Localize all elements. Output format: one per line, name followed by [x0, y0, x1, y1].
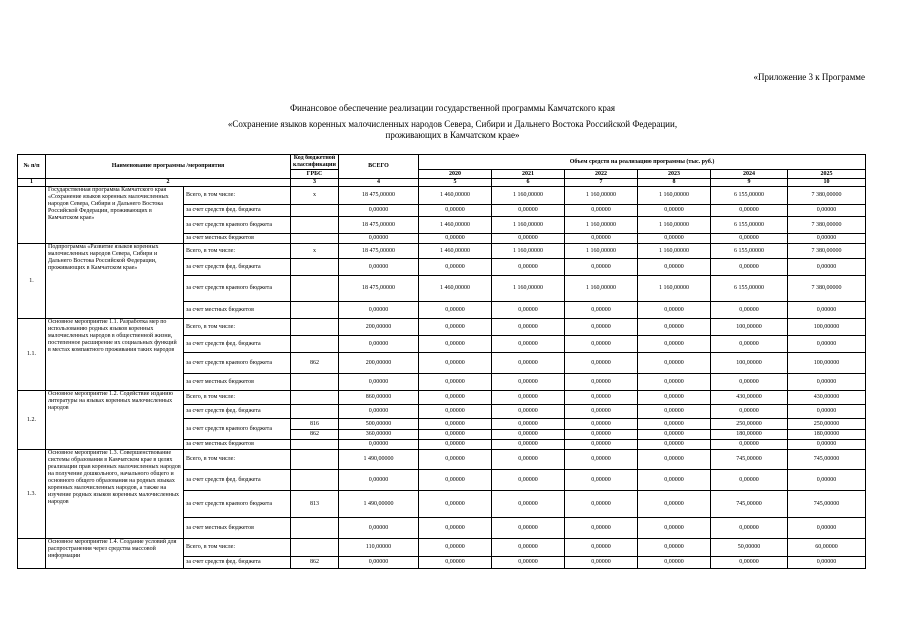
budget-code [291, 405, 339, 419]
year-value: 0,00000 [565, 539, 638, 557]
year-value: 1 160,00000 [638, 276, 711, 302]
funding-source: за счет местных бюджетов [184, 440, 291, 450]
year-value: 0,00000 [492, 259, 565, 276]
budget-code: 816 [291, 419, 339, 430]
total-value: 18 475,00000 [339, 187, 419, 205]
year-value: 0,00000 [419, 391, 492, 405]
year-value: 0,00000 [638, 405, 711, 419]
row-number: 1. [18, 244, 46, 319]
year-value: 0,00000 [711, 259, 788, 276]
year-value: 0,00000 [638, 430, 711, 440]
column-index: 3 [291, 179, 339, 187]
year-value: 1 460,00000 [419, 217, 492, 234]
budget-code [291, 259, 339, 276]
column-index: 6 [492, 179, 565, 187]
year-value: 0,00000 [788, 440, 866, 450]
year-value: 7 380,00000 [788, 217, 866, 234]
year-value: 0,00000 [638, 391, 711, 405]
funding-source: за счет средств краевого бюджета [184, 491, 291, 518]
funding-source: за счет местных бюджетов [184, 374, 291, 391]
year-value: 0,00000 [419, 336, 492, 353]
budget-code [291, 336, 339, 353]
year-value: 7 380,00000 [788, 187, 866, 205]
program-name: Основное мероприятие 1.4. Создание условий для распространения через средства массовой информации [46, 539, 184, 569]
year-value: 1 460,00000 [419, 276, 492, 302]
year-value: 0,00000 [419, 470, 492, 491]
budget-code: х [291, 187, 339, 205]
budget-code [291, 440, 339, 450]
year-value: 7 380,00000 [788, 276, 866, 302]
year-value: 180,00000 [788, 430, 866, 440]
total-value: 18 475,00000 [339, 244, 419, 259]
year-value: 0,00000 [565, 259, 638, 276]
year-value: 6 155,00000 [711, 276, 788, 302]
funding-source: за счет средств фед. бюджета [184, 405, 291, 419]
year-value: 0,00000 [565, 336, 638, 353]
year-value: 0,00000 [419, 491, 492, 518]
header-code-grbs: ГРБС [291, 170, 339, 179]
budget-code [291, 539, 339, 557]
year-value: 0,00000 [711, 470, 788, 491]
program-name-line1: «Сохранение языков коренных малочисленных народов Севера, Сибири и Дальнего Востока Российской Федерации, [227, 119, 678, 129]
column-index: 7 [565, 179, 638, 187]
year-value: 0,00000 [788, 557, 866, 569]
year-value: 1 160,00000 [565, 244, 638, 259]
year-value: 0,00000 [419, 419, 492, 430]
year-value: 0,00000 [419, 302, 492, 319]
funding-source: за счет средств краевого бюджета [184, 353, 291, 374]
row-number [18, 187, 46, 244]
year-value: 745,00000 [711, 491, 788, 518]
year-value: 0,00000 [788, 259, 866, 276]
total-value: 1 490,00000 [339, 450, 419, 470]
budget-code: 862 [291, 430, 339, 440]
year-value: 0,00000 [565, 450, 638, 470]
year-value: 0,00000 [492, 234, 565, 244]
budget-code [291, 205, 339, 217]
year-value: 430,00000 [788, 391, 866, 405]
year-value: 0,00000 [638, 374, 711, 391]
year-value: 0,00000 [565, 440, 638, 450]
year-value: 0,00000 [565, 470, 638, 491]
year-value: 0,00000 [565, 374, 638, 391]
header-year: 2023 [638, 170, 711, 179]
budget-code: 862 [291, 557, 339, 569]
year-value: 0,00000 [711, 557, 788, 569]
year-value: 0,00000 [419, 234, 492, 244]
total-value: 0,00000 [339, 405, 419, 419]
year-value: 0,00000 [419, 353, 492, 374]
year-value: 0,00000 [711, 518, 788, 539]
row-number [18, 539, 46, 569]
total-value: 18 475,00000 [339, 276, 419, 302]
total-value: 200,00000 [339, 353, 419, 374]
year-value: 0,00000 [711, 405, 788, 419]
year-value: 0,00000 [492, 557, 565, 569]
total-value: 0,00000 [339, 234, 419, 244]
program-name-line2: проживающих в Камчатском крае» [385, 130, 520, 140]
total-value: 110,00000 [339, 539, 419, 557]
year-value: 0,00000 [638, 302, 711, 319]
budget-code [291, 374, 339, 391]
budget-code: 813 [291, 491, 339, 518]
year-value: 1 160,00000 [492, 244, 565, 259]
appendix-label: «Приложение 3 к Программе [753, 72, 865, 82]
header-year: 2020 [419, 170, 492, 179]
program-name: Государственная программа Камчатского края «Сохранение языков коренных малочисленных народов Севера, Сибири и Дальнего Востока Российской Федерации, проживающих в Камчатском крае» [46, 187, 184, 244]
year-value: 250,00000 [711, 419, 788, 430]
total-value: 0,00000 [339, 302, 419, 319]
year-value: 6 155,00000 [711, 217, 788, 234]
total-value: 0,00000 [339, 259, 419, 276]
program-name: Основное мероприятие 1.2. Содействие изданию литературы на языках коренных малочисленных народов [46, 391, 184, 450]
year-value: 0,00000 [419, 430, 492, 440]
year-value: 0,00000 [638, 450, 711, 470]
total-value: 0,00000 [339, 440, 419, 450]
table-row [18, 319, 866, 336]
budget-code [291, 276, 339, 302]
year-value: 6 155,00000 [711, 187, 788, 205]
year-value: 0,00000 [638, 234, 711, 244]
year-value: 1 460,00000 [419, 187, 492, 205]
year-value: 0,00000 [419, 450, 492, 470]
year-value: 0,00000 [492, 302, 565, 319]
funding-source: Всего, в том числе: [184, 187, 291, 205]
year-value: 0,00000 [638, 336, 711, 353]
table-row [18, 187, 866, 205]
column-index: 9 [711, 179, 788, 187]
table-row [18, 450, 866, 470]
funding-source: за счет средств фед. бюджета [184, 336, 291, 353]
year-value: 1 160,00000 [638, 187, 711, 205]
funding-source: за счет местных бюджетов [184, 234, 291, 244]
year-value: 745,00000 [788, 491, 866, 518]
year-value: 0,00000 [788, 470, 866, 491]
funding-source: за счет средств краевого бюджета [184, 217, 291, 234]
budget-code [291, 302, 339, 319]
funding-source: за счет средств фед. бюджета [184, 557, 291, 569]
year-value: 0,00000 [492, 491, 565, 518]
year-value: 100,00000 [711, 319, 788, 336]
table-row [18, 539, 866, 557]
year-value: 0,00000 [565, 491, 638, 518]
year-value: 0,00000 [492, 430, 565, 440]
year-value: 1 460,00000 [419, 244, 492, 259]
year-value: 430,00000 [711, 391, 788, 405]
year-value: 50,00000 [711, 539, 788, 557]
year-value: 0,00000 [492, 470, 565, 491]
funding-source: за счет местных бюджетов [184, 302, 291, 319]
year-value: 0,00000 [419, 405, 492, 419]
budget-code [291, 217, 339, 234]
funding-source: Всего, в том числе: [184, 244, 291, 259]
year-value: 0,00000 [788, 302, 866, 319]
year-value: 0,00000 [565, 234, 638, 244]
column-index: 1 [18, 179, 46, 187]
table-row [18, 244, 866, 259]
year-value: 0,00000 [638, 539, 711, 557]
header-volume: Объем средств на реализацию программы (тыс. руб.) [419, 155, 866, 170]
column-index: 10 [788, 179, 866, 187]
year-value: 0,00000 [419, 539, 492, 557]
year-value: 0,00000 [492, 319, 565, 336]
year-value: 1 160,00000 [492, 217, 565, 234]
row-number: 1.3. [18, 450, 46, 539]
total-value: 0,00000 [339, 336, 419, 353]
header-code: Код бюджетной классификации [291, 155, 339, 170]
year-value: 100,00000 [711, 353, 788, 374]
year-value: 0,00000 [492, 391, 565, 405]
total-value: 1 490,00000 [339, 491, 419, 518]
header-year: 2022 [565, 170, 638, 179]
year-value: 0,00000 [638, 440, 711, 450]
funding-source: Всего, в том числе: [184, 450, 291, 470]
funding-source: Всего, в том числе: [184, 539, 291, 557]
year-value: 0,00000 [419, 259, 492, 276]
row-number: 1.1. [18, 319, 46, 391]
year-value: 0,00000 [492, 518, 565, 539]
funding-source: за счет местных бюджетов [184, 518, 291, 539]
year-value: 0,00000 [565, 430, 638, 440]
year-value: 0,00000 [492, 336, 565, 353]
year-value: 0,00000 [565, 391, 638, 405]
program-name: Подпрограмма «Развитие языков коренных малочисленных народов Севера, Сибири и Дальнего Востока Российской Федерации, проживающих в Камчатском крае» [46, 244, 184, 319]
total-value: 18 475,00000 [339, 217, 419, 234]
year-value: 0,00000 [711, 440, 788, 450]
funding-source: за счет средств фед. бюджета [184, 259, 291, 276]
year-value: 0,00000 [565, 302, 638, 319]
year-value: 0,00000 [419, 205, 492, 217]
year-value: 0,00000 [492, 440, 565, 450]
year-value: 1 160,00000 [638, 244, 711, 259]
total-value: 0,00000 [339, 374, 419, 391]
budget-code [291, 470, 339, 491]
year-value: 0,00000 [565, 518, 638, 539]
year-value: 0,00000 [711, 336, 788, 353]
year-value: 100,00000 [788, 319, 866, 336]
document-title: Финансовое обеспечение реализации государственной программы Камчатского края [289, 103, 616, 113]
year-value: 100,00000 [788, 353, 866, 374]
column-index: 5 [419, 179, 492, 187]
year-value: 0,00000 [788, 234, 866, 244]
program-name: Основное мероприятие 1.3. Совершенствование системы образования в Камчатском крае в целях реализации прав коренных малочисленных народов на получение дошкольного, начального общего и основного общего образования на родных языках коренных малочисленных народов, а также на изучение родных языков коренных малочисленных народов [46, 450, 184, 539]
total-value: 500,00000 [339, 419, 419, 430]
year-value: 0,00000 [788, 405, 866, 419]
year-value: 1 160,00000 [565, 276, 638, 302]
year-value: 0,00000 [492, 353, 565, 374]
year-value: 0,00000 [565, 353, 638, 374]
column-index: 4 [339, 179, 419, 187]
row-number: 1.2. [18, 391, 46, 450]
budget-code: х [291, 244, 339, 259]
year-value: 1 160,00000 [565, 187, 638, 205]
year-value: 0,00000 [638, 259, 711, 276]
year-value: 0,00000 [711, 205, 788, 217]
funding-source: за счет средств фед. бюджета [184, 470, 291, 491]
year-value: 0,00000 [565, 319, 638, 336]
year-value: 0,00000 [419, 319, 492, 336]
header-no: № п/п [18, 155, 46, 179]
year-value: 7 380,00000 [788, 244, 866, 259]
year-value: 0,00000 [711, 374, 788, 391]
year-value: 250,00000 [788, 419, 866, 430]
total-value: 360,00000 [339, 430, 419, 440]
header-total: ВСЕГО [339, 155, 419, 179]
funding-source: Всего, в том числе: [184, 391, 291, 405]
budget-code [291, 234, 339, 244]
year-value: 0,00000 [492, 419, 565, 430]
year-value: 0,00000 [565, 405, 638, 419]
year-value: 0,00000 [492, 205, 565, 217]
year-value: 0,00000 [565, 419, 638, 430]
total-value: 860,00000 [339, 391, 419, 405]
year-value: 0,00000 [788, 374, 866, 391]
year-value: 0,00000 [638, 470, 711, 491]
year-value: 0,00000 [711, 234, 788, 244]
year-value: 1 160,00000 [492, 276, 565, 302]
funding-source: за счет средств фед. бюджета [184, 205, 291, 217]
header-name: Наименование программы /мероприятия [46, 155, 291, 179]
year-value: 0,00000 [492, 539, 565, 557]
budget-code [291, 319, 339, 336]
year-value: 0,00000 [419, 374, 492, 391]
year-value: 0,00000 [419, 518, 492, 539]
year-value: 0,00000 [419, 440, 492, 450]
header-year: 2025 [788, 170, 866, 179]
total-value: 200,00000 [339, 319, 419, 336]
year-value: 6 155,00000 [711, 244, 788, 259]
year-value: 0,00000 [419, 557, 492, 569]
year-value: 60,00000 [788, 539, 866, 557]
year-value: 0,00000 [638, 518, 711, 539]
table-row [18, 391, 866, 405]
year-value: 1 160,00000 [638, 217, 711, 234]
year-value: 745,00000 [711, 450, 788, 470]
year-value: 0,00000 [492, 374, 565, 391]
budget-code [291, 391, 339, 405]
total-value: 0,00000 [339, 518, 419, 539]
program-name: Основное мероприятие 1.1. Разработка мер по использованию родных языков коренных малочисленных народов в общественной жизни, постепенное расширение их социальных функций в местах компактного проживания таких народов [46, 319, 184, 391]
year-value: 0,00000 [638, 557, 711, 569]
year-value: 1 160,00000 [565, 217, 638, 234]
year-value: 0,00000 [711, 302, 788, 319]
year-value: 0,00000 [492, 450, 565, 470]
funding-source: за счет средств краевого бюджета [184, 419, 291, 440]
year-value: 0,00000 [638, 353, 711, 374]
year-value: 0,00000 [788, 336, 866, 353]
year-value: 0,00000 [638, 205, 711, 217]
financing-table [17, 154, 866, 569]
funding-source: Всего, в том числе: [184, 319, 291, 336]
header-year: 2024 [711, 170, 788, 179]
year-value: 0,00000 [492, 405, 565, 419]
header-year: 2021 [492, 170, 565, 179]
year-value: 0,00000 [788, 518, 866, 539]
total-value: 0,00000 [339, 557, 419, 569]
funding-source: за счет средств краевого бюджета [184, 276, 291, 302]
year-value: 1 160,00000 [492, 187, 565, 205]
year-value: 0,00000 [638, 419, 711, 430]
total-value: 0,00000 [339, 470, 419, 491]
year-value: 180,00000 [711, 430, 788, 440]
budget-code [291, 450, 339, 470]
year-value: 0,00000 [788, 205, 866, 217]
total-value: 0,00000 [339, 205, 419, 217]
year-value: 0,00000 [638, 319, 711, 336]
column-index: 2 [46, 179, 291, 187]
budget-code [291, 518, 339, 539]
column-index: 8 [638, 179, 711, 187]
year-value: 0,00000 [565, 557, 638, 569]
year-value: 0,00000 [565, 205, 638, 217]
budget-code: 862 [291, 353, 339, 374]
year-value: 0,00000 [638, 491, 711, 518]
year-value: 745,00000 [788, 450, 866, 470]
